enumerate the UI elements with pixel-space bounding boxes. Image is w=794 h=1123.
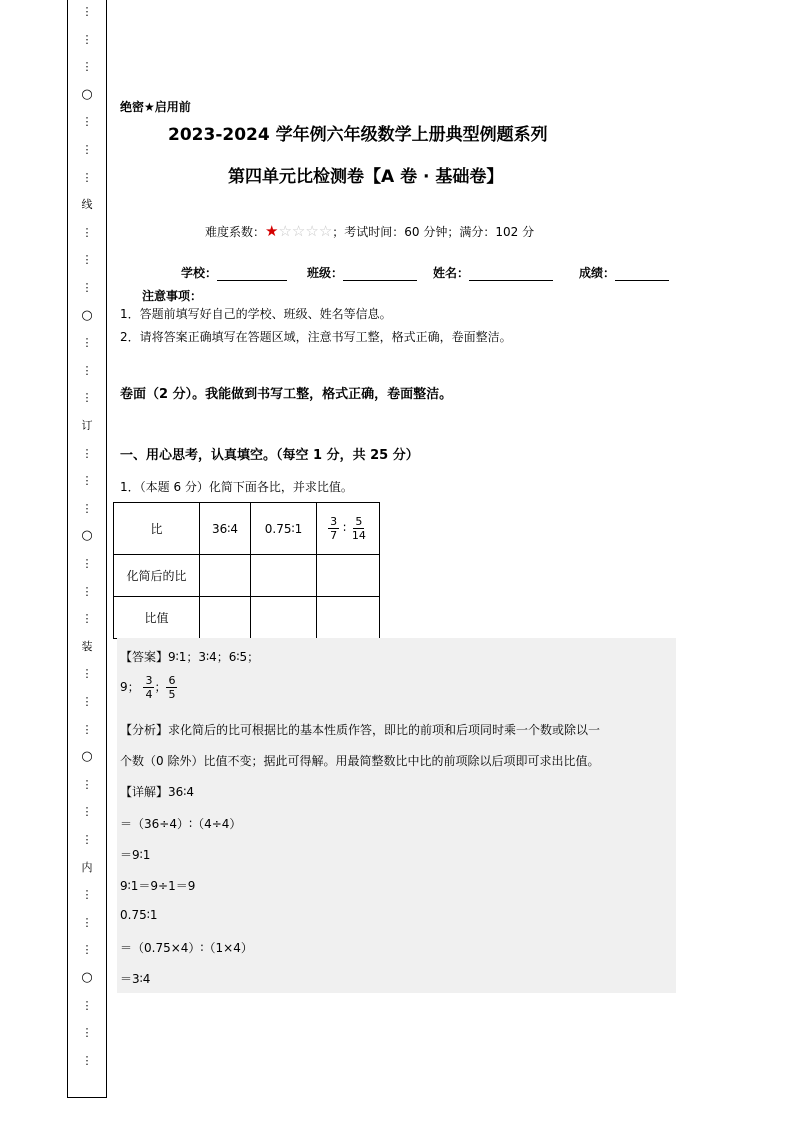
notice-item-1: 1．答题前填写好自己的学校、班级、姓名等信息。 <box>120 307 392 321</box>
binding-dots-icon: ⋮ <box>81 170 93 184</box>
answer-line-1: 【答案】9∶1；3∶4；6∶5； <box>120 650 260 664</box>
binding-dots-icon: ⋮ <box>81 722 93 736</box>
binding-dots-icon: ⋮ <box>81 1026 93 1040</box>
notice-title: 注意事项： <box>142 289 203 303</box>
name-field <box>433 264 553 281</box>
binding-dots-icon: ⋮ <box>81 833 93 846</box>
numerator: 3 <box>330 515 338 528</box>
school-label: 学校： <box>181 266 218 280</box>
binding-dots-icon: ⋮ <box>81 391 93 405</box>
answer-cell[interactable] <box>200 597 251 639</box>
binding-char: 装 <box>81 639 93 653</box>
binding-dots-icon: ⋮ <box>81 667 93 681</box>
detail-line: ＝（36÷4）∶（4÷4） <box>120 817 242 831</box>
row-label-simplified: 化简后的比 <box>114 555 200 597</box>
binding-dots-icon: ⋮ <box>81 557 93 570</box>
binding-circle-icon: ○ <box>81 528 93 544</box>
binding-dots-icon: ⋮ <box>81 695 93 708</box>
table-row <box>114 597 380 639</box>
denominator: 5 <box>168 688 176 701</box>
class-blank[interactable] <box>343 268 417 281</box>
name-blank[interactable] <box>469 268 553 281</box>
binding-dots-icon: ⋮ <box>81 5 93 18</box>
question-1-stem: 1．（本题 6 分）化简下面各比，并求比值。 <box>120 480 353 494</box>
section-1-heading: 一、用心思考，认真填空。（每空 1 分，共 25 分） <box>120 448 419 463</box>
detail-line: 【详解】36∶4 <box>120 785 195 799</box>
row-label-value: 比值 <box>114 597 200 639</box>
exam-title-line1: 2023-2024 学年例六年级数学上册典型例题系列 <box>168 125 548 145</box>
answer-cell[interactable] <box>200 555 251 597</box>
class-field <box>307 264 417 281</box>
denominator: 4 <box>145 688 153 701</box>
binding-dots-icon: ⋮ <box>81 60 93 74</box>
star-empty-icon: ☆ <box>318 222 333 240</box>
fraction <box>143 674 154 701</box>
table-row <box>114 503 380 555</box>
numerator: 3 <box>145 674 153 687</box>
star-empty-icon: ☆ <box>291 222 306 240</box>
binding-dots-icon: ⋮ <box>81 612 93 626</box>
binding-char: 内 <box>81 860 93 874</box>
score-field <box>579 264 669 281</box>
detail-line: 0.75∶1 <box>120 908 158 922</box>
binding-dots-icon: ⋮ <box>81 943 93 957</box>
binding-dots-icon: ⋮ <box>81 281 93 294</box>
confidential-label: 绝密★启用前 <box>120 100 191 114</box>
binding-dots-icon: ⋮ <box>81 805 93 819</box>
binding-dots-icon: ⋮ <box>81 253 93 267</box>
fraction <box>328 515 339 542</box>
answer-cell[interactable] <box>317 597 380 639</box>
binding-dots-icon: ⋮ <box>81 1053 93 1067</box>
binding-dots-icon: ⋮ <box>81 143 93 156</box>
answer-line-2 <box>120 674 177 701</box>
class-label: 班级： <box>307 266 344 280</box>
binding-circle-icon: ○ <box>81 307 93 323</box>
binding-circle-icon: ○ <box>81 86 93 102</box>
star-empty-icon: ☆ <box>305 222 319 240</box>
exam-time-score: ；考试时间：60 分钟；满分：102 分 <box>332 225 535 239</box>
analysis-line-1: 【分析】求化简后的比可根据比的基本性质作答，即比的前项和后项同时乘一个数或除以一 <box>120 723 601 737</box>
table-row <box>114 555 380 597</box>
binding-dots-icon: ⋮ <box>81 363 93 377</box>
binding-circle-icon: ○ <box>81 970 93 985</box>
school-blank[interactable] <box>217 268 287 281</box>
detail-line: ＝9∶1 <box>120 848 151 862</box>
binding-char: 线 <box>81 198 93 212</box>
denominator: 14 <box>351 529 366 542</box>
detail-line: ＝3∶4 <box>120 972 151 986</box>
binding-char: 订 <box>81 419 93 432</box>
answer-cell[interactable] <box>251 597 317 639</box>
binding-dots-icon: ⋮ <box>81 998 93 1012</box>
denominator: 7 <box>330 529 338 542</box>
binding-dots-icon: ⋮ <box>81 777 93 791</box>
cell-ratio-3 <box>317 503 380 555</box>
binding-margin <box>67 0 107 1098</box>
difficulty-line <box>205 222 534 240</box>
fraction <box>166 674 177 701</box>
difficulty-label: 难度系数： <box>205 225 266 239</box>
ratio-table <box>113 502 380 639</box>
binding-dots-icon: ⋮ <box>81 336 93 350</box>
score-blank[interactable] <box>615 268 669 281</box>
binding-dots-icon: ⋮ <box>81 115 93 129</box>
binding-dots-icon: ⋮ <box>81 888 93 902</box>
numerator: 5 <box>355 515 363 528</box>
answer-cell[interactable] <box>251 555 317 597</box>
exam-title-line2: 第四单元比检测卷【A 卷 · 基础卷】 <box>228 167 504 187</box>
score-label: 成绩： <box>579 266 616 280</box>
detail-line: 9∶1＝9÷1＝9 <box>120 879 196 893</box>
fraction <box>350 515 368 542</box>
name-label: 姓名： <box>433 266 470 280</box>
row-label-ratio: 比 <box>114 503 200 555</box>
binding-dots-icon: ⋮ <box>81 32 93 46</box>
cell-ratio-2: 0.75∶1 <box>251 503 317 555</box>
binding-dots-icon: ⋮ <box>81 915 93 929</box>
answer-separator: ； <box>154 680 167 694</box>
binding-dots-icon: ⋮ <box>81 501 93 515</box>
answer-text: 9； <box>120 680 140 694</box>
binding-dots-icon: ⋮ <box>81 225 93 239</box>
star-empty-icon: ☆ <box>278 222 292 240</box>
school-field <box>181 264 287 281</box>
analysis-line-2: 个数（0 除外）比值不变；据此可得解。用最简整数比中比的前项除以后项即可求出比值。 <box>120 754 600 768</box>
numerator: 6 <box>168 674 176 687</box>
detail-line: ＝（0.75×4）∶（1×4） <box>120 941 253 955</box>
cell-ratio-1: 36∶4 <box>200 503 251 555</box>
binding-dots-icon: ⋮ <box>81 584 93 598</box>
binding-dots-icon: ⋮ <box>81 446 93 460</box>
answer-cell[interactable] <box>317 555 380 597</box>
binding-circle-icon: ○ <box>81 749 93 765</box>
star-filled-icon: ★ <box>265 222 279 240</box>
binding-dots-icon: ⋮ <box>81 474 93 488</box>
handwriting-score-note: 卷面（2 分）。我能做到书写工整，格式正确，卷面整洁。 <box>120 387 453 402</box>
difficulty-stars <box>265 222 332 240</box>
notice-item-2: 2．请将答案正确填写在答题区域，注意书写工整，格式正确，卷面整洁。 <box>120 330 512 344</box>
ratio-colon: ∶ <box>342 521 347 535</box>
